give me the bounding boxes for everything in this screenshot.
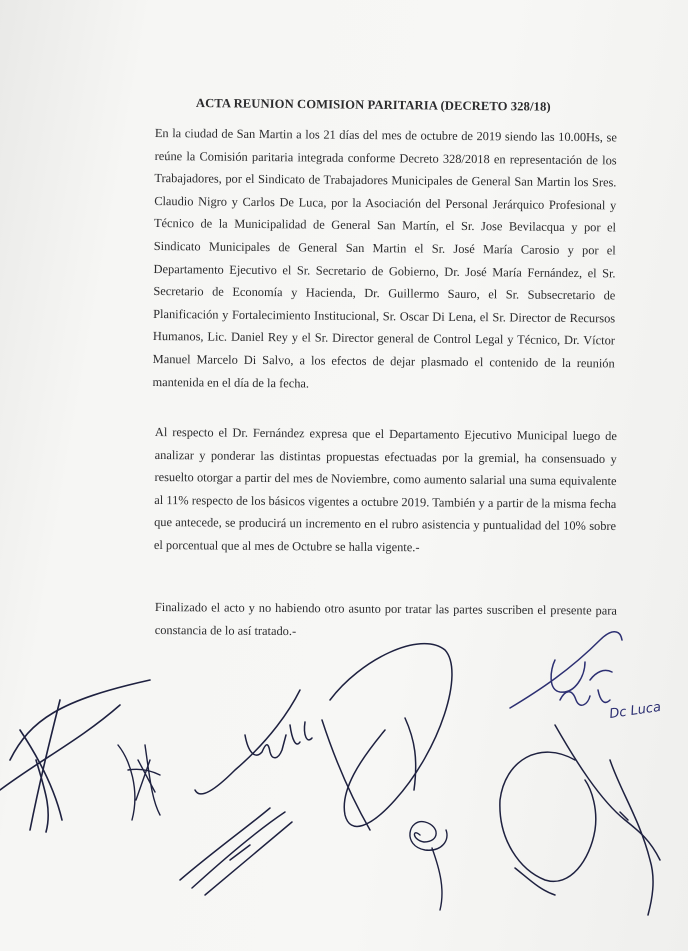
signature-4 (322, 644, 452, 830)
paragraph-agreement: Al respecto el Dr. Fernández expresa que el Departamento Ejecutivo Municipal luego de analizar y ponderar las distintas propuestas efectuadas por la gremial, ha consensuado y resuelto otorgar a partir del mes de Noviembre, como aumento salarial una suma equivalente al 11% respecto de los básicos vigentes a octubre 2019. También y a partir de la misma fecha que antecede, se producirá un incremento en el rubro asistencia y puntualidad del 10% sobre el porcentual que al mes de Octubre se halla vigente.- (153, 424, 617, 555)
paragraph-attendees: En la ciudad de San Martin a los 21 días del mes de octubre de 2019 siendo las 10.00Hs, se reúne la Comisión paritaria integrada conforme Decreto 328/2018 en representación de los Trabajadores, por el Sindicato de Trabajadores Municipales de General San Martin los Sres. Claudio Nigro y Carlos De Luca, por la Asociación del Personal Jerárquico Profesional y Técnico de la Municipalidad de General San Martín, el Sr. Jose Bevilacqua y por el Sindicato Municipales de General San Martin el Sr. José María Carosio y por el Departamento Ejecutivo el Sr. Secretario de Gobierno, Dr. José María Fernández, el Sr. Secretario de Economía y Hacienda, Dr. Guillermo Sauro, el Sr. Subsecretario de Planificación y Fortalecimiento Institucional, Sr. Oscar Di Lena, el Sr. Director de Recursos Humanos, Lic. Daniel Rey y el Sr. Director general de Control Legal y Técnico, Dr. Víctor Manuel Marcelo Di Salvo, a los efectos de dejar plasmado el contenido de la reunión mantenida en el día de la fecha. (152, 125, 617, 391)
signature-annotation: Dc Luca (608, 699, 662, 722)
signature-7 (500, 725, 660, 915)
signature-2 (118, 745, 160, 820)
signatures-area (0, 620, 688, 951)
paragraph-closing: Finalizado el acto y no habiendo otro asunto por tratar las partes suscriben el presente para constancia de lo así tratado.- (154, 599, 617, 638)
signature-6 (510, 632, 662, 722)
signature-5 (410, 822, 447, 910)
document-title: ACTA REUNION COMISION PARITARIA (DECRETO 328/18) (195, 96, 551, 114)
signature-3 (180, 690, 312, 895)
signature-1 (0, 680, 150, 832)
